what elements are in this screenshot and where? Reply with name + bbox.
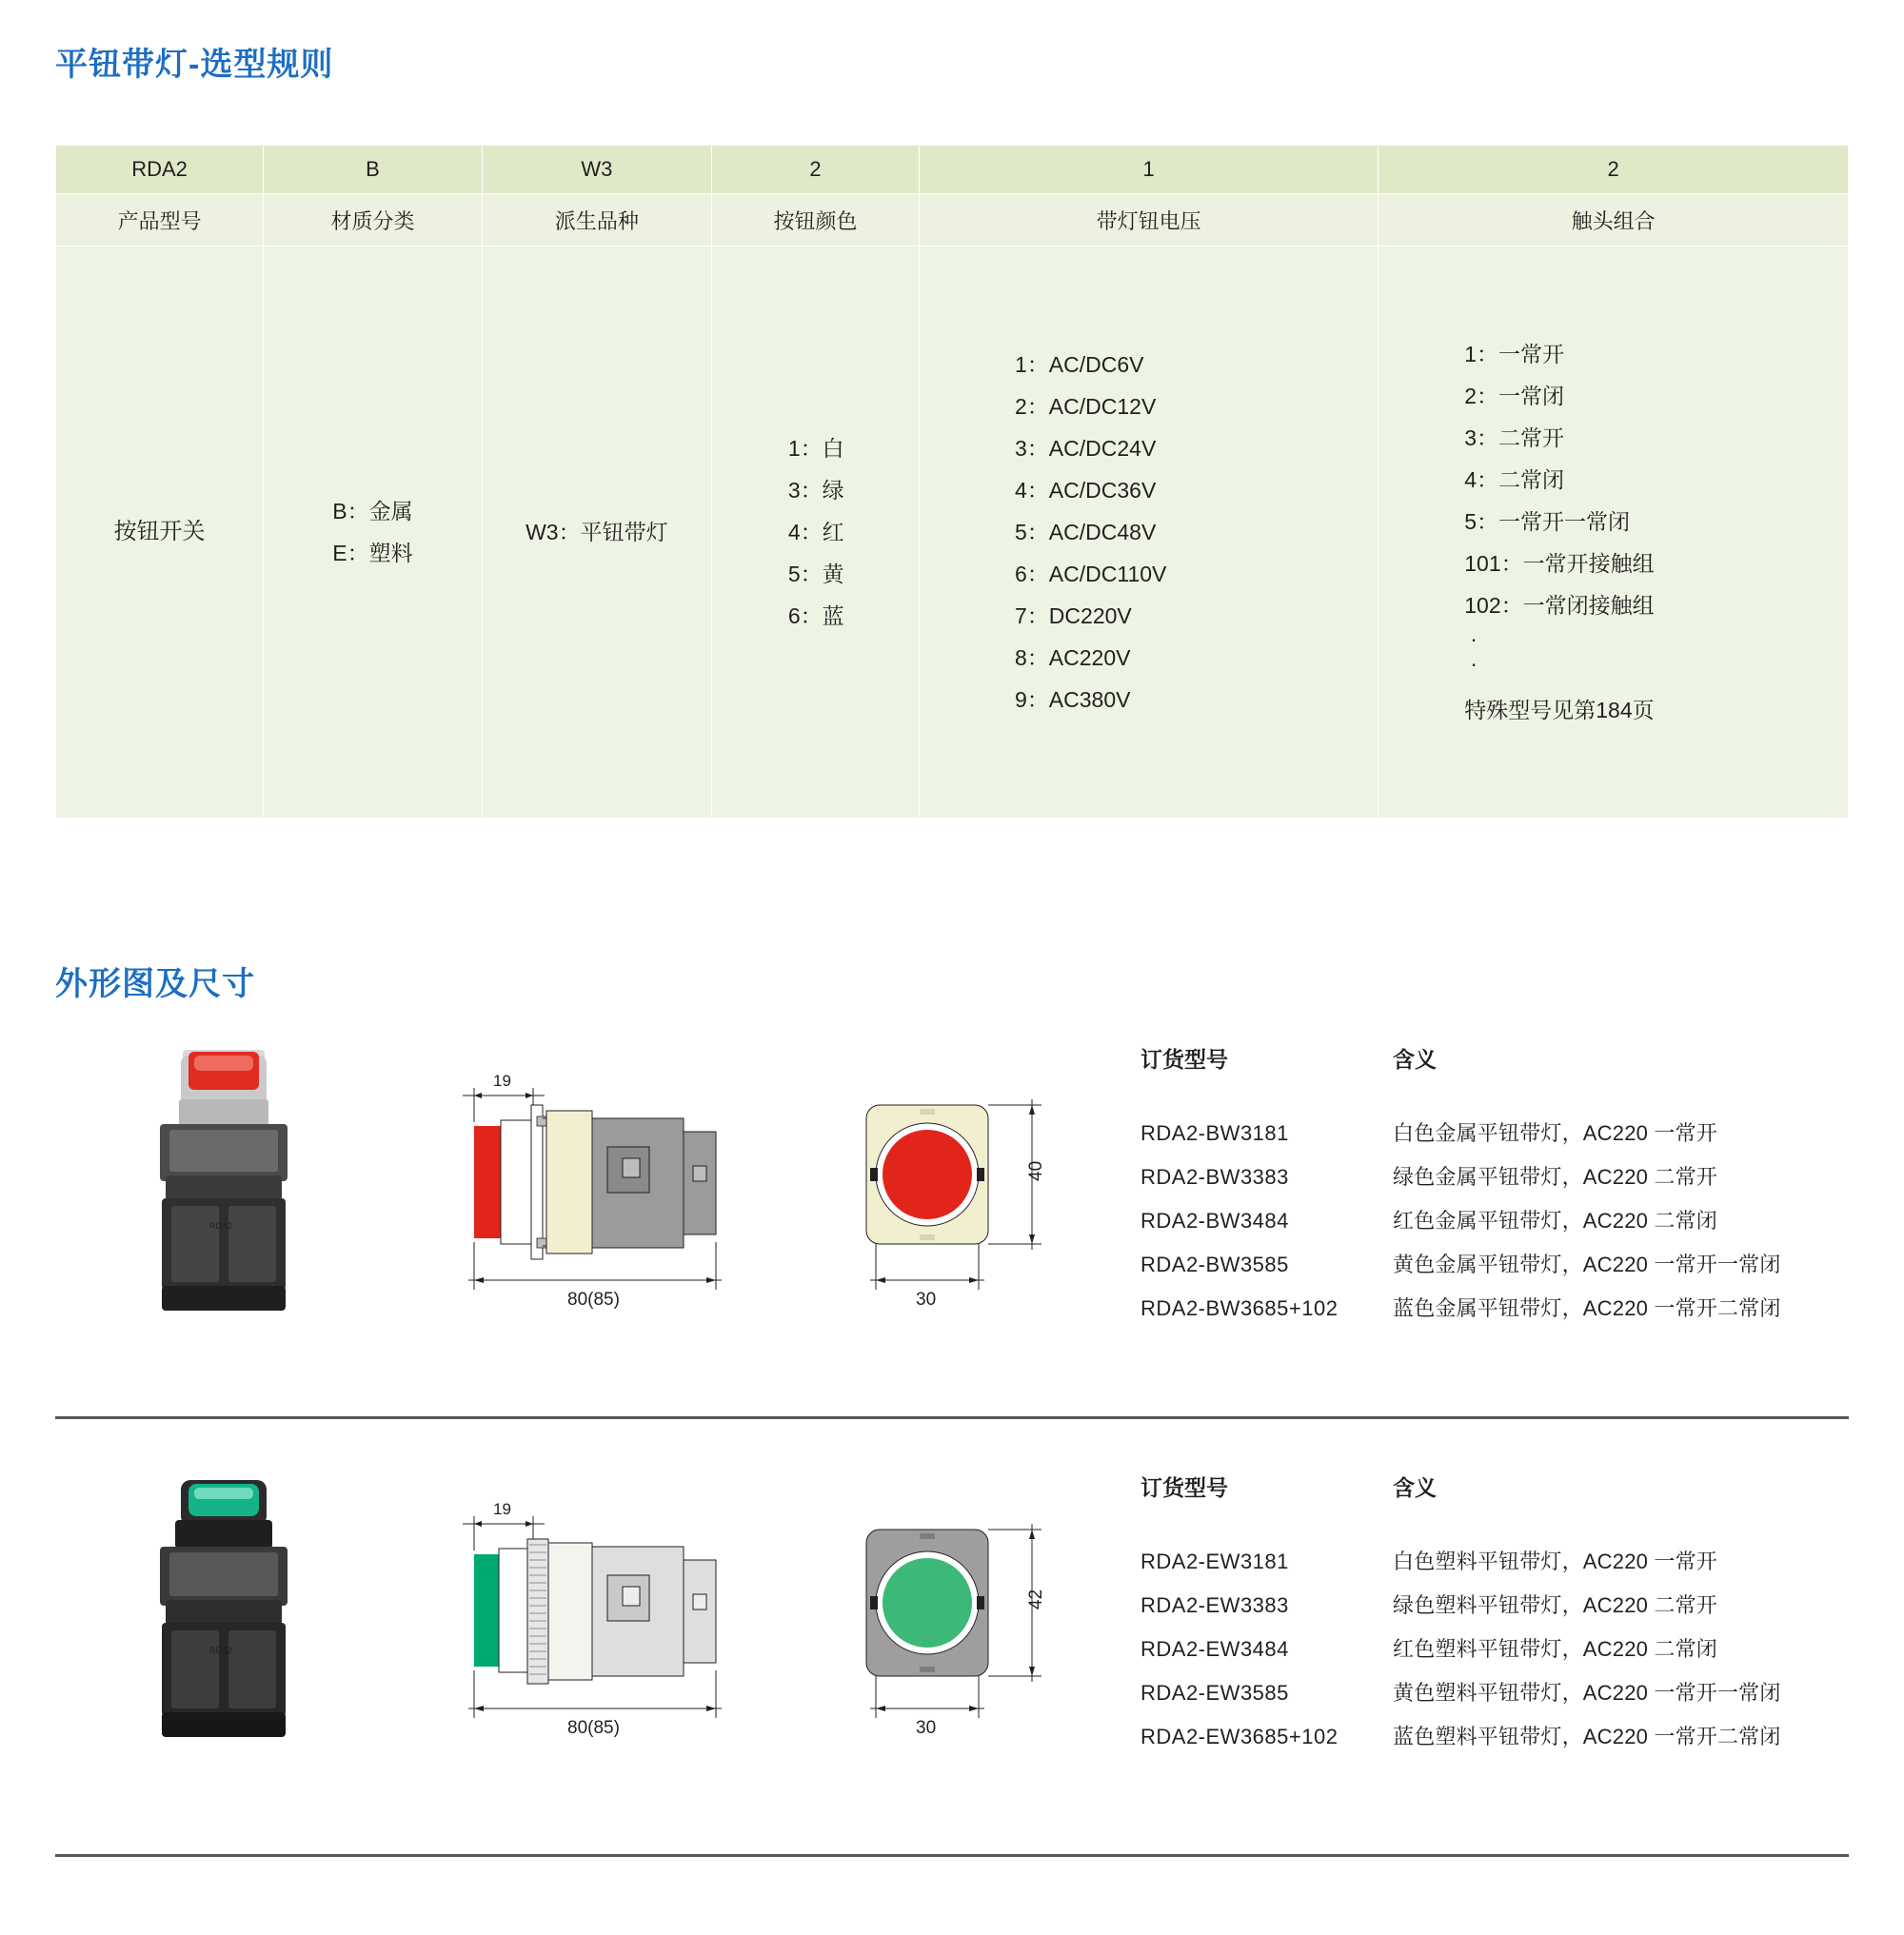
- order-meaning: 红色塑料平钮带灯，AC220 二常闭: [1393, 1637, 1717, 1661]
- order-meaning: 黄色金属平钮带灯，AC220 一常开一常闭: [1393, 1253, 1781, 1276]
- material-option-0: B：金属: [332, 499, 413, 523]
- code-cell-3: 2: [711, 146, 919, 194]
- lamp-voltage-2: 3：AC/DC24V: [1015, 436, 1157, 461]
- code-cell-2: W3: [482, 146, 711, 194]
- section-divider-2: [55, 1854, 1849, 1857]
- contact-dot-0: ·: [1470, 626, 1478, 651]
- order-model: RDA2-BW3685+102: [1140, 1296, 1339, 1320]
- order-meaning: 白色塑料平钮带灯，AC220 一常开: [1393, 1550, 1717, 1573]
- contact-note: 特殊型号见第184页: [1464, 698, 1655, 722]
- lamp-voltage-0: 1：AC/DC6V: [1015, 352, 1144, 377]
- lamp-voltage-4: 5：AC/DC48V: [1015, 520, 1157, 544]
- order-model: RDA2-EW3383: [1140, 1593, 1289, 1617]
- dim-top-label-plastic: 19: [493, 1500, 511, 1518]
- cell-lamp-voltage: [920, 247, 1378, 819]
- cell-product-type: [56, 247, 264, 819]
- name-cell-4: 带灯钮电压: [920, 194, 1378, 247]
- order-model: RDA2-BW3181: [1140, 1121, 1289, 1145]
- cell-button-color: [711, 247, 919, 819]
- name-cell-5: 触头组合: [1378, 194, 1849, 247]
- order-model: RDA2-BW3383: [1140, 1165, 1289, 1189]
- button-color-1: 3：绿: [787, 478, 844, 503]
- order-meaning: 蓝色塑料平钮带灯，AC220 一常开二常闭: [1393, 1725, 1781, 1748]
- selection-rule-title: 平钮带灯-选型规则: [55, 47, 334, 83]
- table-row: [1140, 1112, 1864, 1155]
- dim-height-label-metal: 40: [1026, 1160, 1046, 1181]
- order-meaning: 黄色塑料平钮带灯，AC220 一常开一常闭: [1393, 1681, 1781, 1705]
- front-view-drawing-plastic: [845, 1480, 1093, 1761]
- order-table-header: [1140, 1471, 1864, 1502]
- order-meaning: 蓝色金属平钮带灯，AC220 一常开二常闭: [1393, 1296, 1781, 1320]
- order-table-header: [1140, 1042, 1864, 1074]
- contact-combo-1: 2：一常闭: [1464, 384, 1565, 408]
- table-row-codes: [56, 146, 1849, 194]
- lamp-voltage-1: 2：AC/DC12V: [1015, 394, 1157, 419]
- table-row: [1140, 1199, 1864, 1243]
- table-row: [1140, 1287, 1864, 1331]
- button-color-2: 4：红: [787, 520, 844, 544]
- variant-plastic: [55, 1471, 1849, 1823]
- name-cell-1: 材质分类: [264, 194, 483, 247]
- order-header-meaning: 含义: [1393, 1475, 1437, 1500]
- derivative-text: W3：平钮带灯: [526, 520, 668, 544]
- front-view-drawing-metal: [845, 1052, 1093, 1333]
- code-cell-4: 1: [920, 146, 1378, 194]
- name-cell-0: 产品型号: [56, 194, 264, 247]
- code-cell-0: RDA2: [56, 146, 264, 194]
- selection-rule-table: [55, 145, 1849, 819]
- dim-width-label-plastic: 30: [916, 1718, 937, 1738]
- order-table-plastic: [1140, 1471, 1864, 1759]
- outline-dimensions-title: 外形图及尺寸: [55, 966, 255, 1002]
- lamp-voltage-8: 9：AC380V: [1015, 687, 1131, 712]
- dim-width-label-metal: 30: [916, 1290, 937, 1310]
- button-color-3: 5：黄: [787, 562, 844, 586]
- table-row: [1140, 1628, 1864, 1671]
- dim-top-label-metal: 19: [493, 1072, 511, 1090]
- order-meaning: 绿色金属平钮带灯，AC220 二常开: [1393, 1165, 1717, 1189]
- side-view-drawing-plastic: [455, 1480, 779, 1761]
- variant-metal: [55, 1042, 1849, 1394]
- table-row-names: [56, 194, 1849, 247]
- order-header-meaning: 含义: [1393, 1047, 1437, 1072]
- lamp-voltage-7: 8：AC220V: [1015, 645, 1131, 670]
- order-model: RDA2-EW3585: [1140, 1681, 1289, 1705]
- material-option-1: E：塑料: [332, 541, 413, 565]
- contact-dot-1: ·: [1470, 651, 1478, 676]
- dim-length-label-metal: 80(85): [567, 1290, 620, 1310]
- code-cell-5: 2: [1378, 146, 1849, 194]
- lamp-voltage-5: 6：AC/DC110V: [1015, 562, 1167, 586]
- cell-derivative: [482, 247, 711, 819]
- order-meaning: 绿色塑料平钮带灯，AC220 二常开: [1393, 1593, 1717, 1617]
- table-row: [1140, 1715, 1864, 1759]
- contact-combo-3: 4：二常闭: [1464, 467, 1565, 492]
- section-divider-1: [55, 1416, 1849, 1419]
- button-color-4: 6：蓝: [787, 603, 844, 628]
- order-header-model: 订货型号: [1140, 1047, 1228, 1072]
- lamp-voltage-6: 7：DC220V: [1015, 603, 1132, 628]
- cell-material: [264, 247, 483, 819]
- svg-text:RDA2: RDA2: [209, 1221, 233, 1231]
- order-model: RDA2-EW3685+102: [1140, 1725, 1339, 1748]
- contact-combo-0: 1：一常开: [1464, 342, 1565, 366]
- button-color-0: 1：白: [787, 436, 844, 461]
- svg-text:RDA2: RDA2: [209, 1646, 233, 1655]
- table-row: [1140, 1243, 1864, 1287]
- table-row-body: [56, 247, 1849, 819]
- dim-length-label-plastic: 80(85): [567, 1718, 620, 1738]
- order-header-model: 订货型号: [1140, 1475, 1228, 1500]
- order-meaning: 白色金属平钮带灯，AC220 一常开: [1393, 1121, 1717, 1145]
- contact-combo-2: 3：二常开: [1464, 425, 1565, 450]
- lamp-voltage-3: 4：AC/DC36V: [1015, 478, 1157, 503]
- order-table-metal: [1140, 1042, 1864, 1331]
- product-photo-metal: [114, 1042, 333, 1328]
- side-view-drawing-metal: [455, 1052, 779, 1333]
- code-cell-1: B: [264, 146, 483, 194]
- contact-combo-5: 101：一常开接触组: [1464, 551, 1655, 576]
- table-row: [1140, 1671, 1864, 1715]
- dim-height-label-plastic: 42: [1026, 1589, 1046, 1609]
- contact-combo-4: 5：一常开一常闭: [1464, 509, 1631, 534]
- contact-combo-6: 102：一常闭接触组: [1464, 593, 1655, 618]
- order-model: RDA2-EW3181: [1140, 1550, 1289, 1573]
- table-row: [1140, 1155, 1864, 1199]
- cell-contact-combo: [1378, 247, 1849, 819]
- table-row: [1140, 1540, 1864, 1584]
- order-model: RDA2-BW3585: [1140, 1253, 1289, 1276]
- name-cell-3: 按钮颜色: [711, 194, 919, 247]
- order-model: RDA2-BW3484: [1140, 1209, 1289, 1233]
- order-meaning: 红色金属平钮带灯，AC220 二常闭: [1393, 1209, 1717, 1233]
- table-row: [1140, 1584, 1864, 1628]
- product-type-text: 按钮开关: [113, 519, 206, 544]
- name-cell-2: 派生品种: [482, 194, 711, 247]
- product-photo-plastic: [114, 1471, 333, 1756]
- order-model: RDA2-EW3484: [1140, 1637, 1289, 1661]
